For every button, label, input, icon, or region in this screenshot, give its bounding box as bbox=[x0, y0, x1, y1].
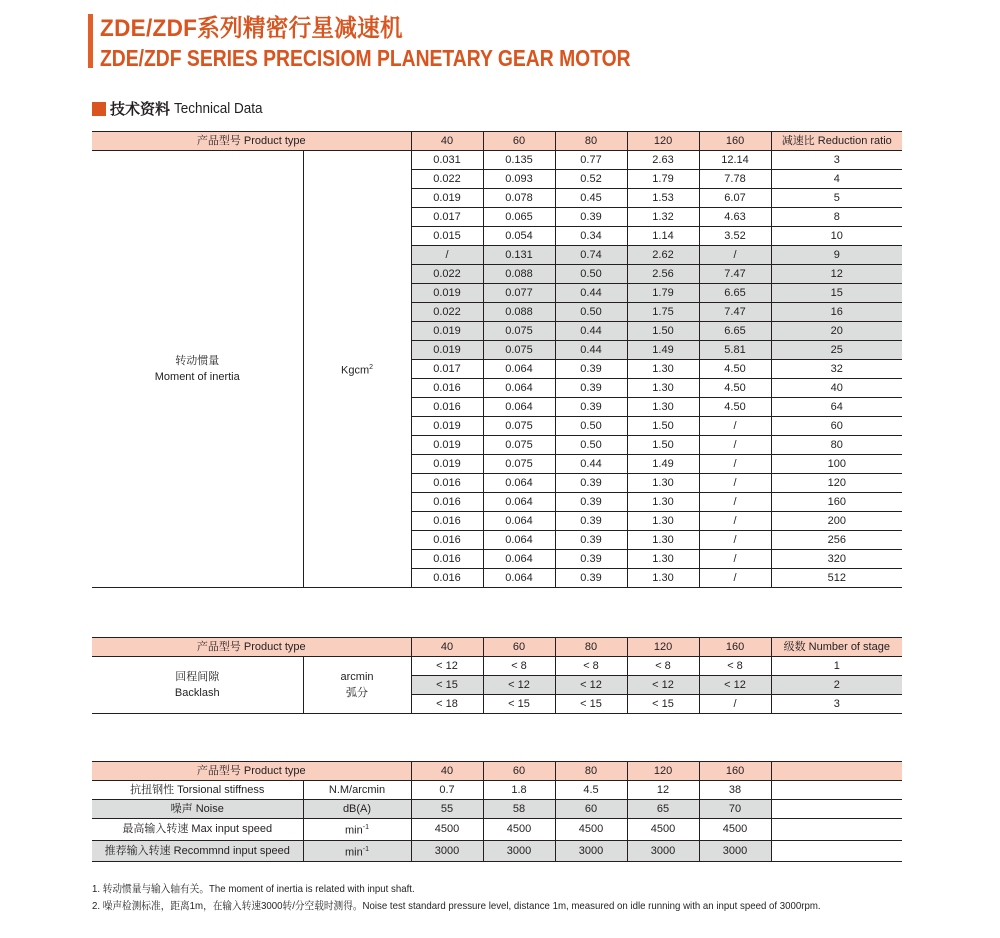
header-model-80: 80 bbox=[555, 132, 627, 151]
spec-value: 4.5 bbox=[555, 781, 627, 800]
header-model-160: 160 bbox=[699, 132, 771, 151]
inertia-value: 0.45 bbox=[555, 189, 627, 208]
header-model-120: 120 bbox=[627, 638, 699, 657]
inertia-value: / bbox=[699, 474, 771, 493]
inertia-value: 0.064 bbox=[483, 493, 555, 512]
title-accent-bar bbox=[88, 14, 93, 68]
header-model-40: 40 bbox=[411, 132, 483, 151]
inertia-value: 0.44 bbox=[555, 322, 627, 341]
header-product-type: 产品型号 Product type bbox=[92, 762, 411, 781]
inertia-value: 1.30 bbox=[627, 474, 699, 493]
backlash-value: < 8 bbox=[555, 657, 627, 676]
inertia-value: / bbox=[699, 417, 771, 436]
spec-row bbox=[92, 781, 902, 800]
spec-value: 3000 bbox=[483, 840, 555, 862]
spec-unit-cell bbox=[303, 819, 411, 841]
inertia-value: 0.075 bbox=[483, 341, 555, 360]
inertia-value: 0.39 bbox=[555, 531, 627, 550]
reduction-ratio-value: 3 bbox=[771, 151, 902, 170]
inertia-value: 0.017 bbox=[411, 360, 483, 379]
section-title-english: Technical Data bbox=[174, 100, 263, 117]
backlash-value: < 12 bbox=[699, 676, 771, 695]
inertia-value: 0.075 bbox=[483, 436, 555, 455]
spec-value: 3000 bbox=[699, 840, 771, 862]
header-product-type: 产品型号 Product type bbox=[92, 638, 411, 657]
reduction-ratio-value: 25 bbox=[771, 341, 902, 360]
inertia-value: 0.022 bbox=[411, 265, 483, 284]
inertia-value: 3.52 bbox=[699, 227, 771, 246]
inertia-value: 0.064 bbox=[483, 398, 555, 417]
spec-header-row bbox=[92, 762, 902, 781]
inertia-value: 0.064 bbox=[483, 512, 555, 531]
reduction-ratio-value: 160 bbox=[771, 493, 902, 512]
backlash-header-row bbox=[92, 638, 902, 657]
inertia-value: 1.32 bbox=[627, 208, 699, 227]
inertia-value: / bbox=[411, 246, 483, 265]
backlash-value: / bbox=[699, 695, 771, 714]
page-title-chinese: ZDE/ZDF系列精密行星减速机 bbox=[100, 15, 403, 42]
header-model-60: 60 bbox=[483, 132, 555, 151]
backlash-value: < 15 bbox=[483, 695, 555, 714]
header-model-40: 40 bbox=[411, 638, 483, 657]
inertia-unit-cell bbox=[303, 151, 411, 588]
inertia-value: 1.75 bbox=[627, 303, 699, 322]
spec-unit: min bbox=[345, 846, 363, 859]
inertia-value: 0.34 bbox=[555, 227, 627, 246]
spec-value: 65 bbox=[627, 800, 699, 819]
spec-value: 4500 bbox=[699, 819, 771, 841]
inertia-value: / bbox=[699, 436, 771, 455]
header-model-80: 80 bbox=[555, 762, 627, 781]
header-model-60: 60 bbox=[483, 638, 555, 657]
inertia-value: 0.44 bbox=[555, 455, 627, 474]
inertia-value: 0.44 bbox=[555, 284, 627, 303]
backlash-value: < 8 bbox=[627, 657, 699, 676]
inertia-row bbox=[92, 151, 902, 170]
inertia-value: 6.07 bbox=[699, 189, 771, 208]
backlash-value: < 15 bbox=[627, 695, 699, 714]
inertia-header-row bbox=[92, 132, 902, 151]
inertia-value: 0.064 bbox=[483, 379, 555, 398]
reduction-ratio-value: 40 bbox=[771, 379, 902, 398]
inertia-value: 0.065 bbox=[483, 208, 555, 227]
reduction-ratio-value: 200 bbox=[771, 512, 902, 531]
spec-value: 4500 bbox=[555, 819, 627, 841]
inertia-value: 0.016 bbox=[411, 531, 483, 550]
inertia-value: 0.39 bbox=[555, 208, 627, 227]
inertia-value: 0.077 bbox=[483, 284, 555, 303]
backlash-value: < 8 bbox=[699, 657, 771, 676]
stage-value: 2 bbox=[771, 676, 902, 695]
spec-value: 60 bbox=[555, 800, 627, 819]
inertia-label-zh: 转动惯量 bbox=[175, 355, 220, 367]
inertia-value: / bbox=[699, 550, 771, 569]
backlash-label-en: Backlash bbox=[174, 687, 220, 699]
inertia-value: 0.50 bbox=[555, 436, 627, 455]
inertia-value: 4.50 bbox=[699, 398, 771, 417]
spec-label: 噪声 Noise bbox=[92, 800, 303, 819]
reduction-ratio-value: 10 bbox=[771, 227, 902, 246]
inertia-value: 0.064 bbox=[483, 569, 555, 588]
footnote-1: 1. 转动惯量与输入轴有关。The moment of inertia is related with input shaft. bbox=[92, 883, 415, 895]
backlash-value: < 12 bbox=[555, 676, 627, 695]
inertia-value: 0.019 bbox=[411, 436, 483, 455]
footnote-2: 2. 噪声检测标准，距离1m，在输入转速3000转/分空载时测得。Noise test standard pressure level, distance 1m, measured on idle running with an input speed of 3000rpm. bbox=[92, 900, 821, 912]
inertia-value: 1.30 bbox=[627, 360, 699, 379]
spec-unit-superscript: -1 bbox=[362, 845, 369, 853]
spec-value: 3000 bbox=[555, 840, 627, 862]
reduction-ratio-value: 5 bbox=[771, 189, 902, 208]
spec-empty-cell bbox=[771, 781, 902, 800]
inertia-value: 0.131 bbox=[483, 246, 555, 265]
inertia-label-en: Moment of inertia bbox=[154, 371, 240, 383]
inertia-unit-superscript: 2 bbox=[369, 363, 374, 371]
inertia-value: / bbox=[699, 512, 771, 531]
spec-unit-superscript: -1 bbox=[362, 824, 369, 831]
inertia-value: 0.064 bbox=[483, 474, 555, 493]
inertia-value: / bbox=[699, 531, 771, 550]
inertia-value: 2.63 bbox=[627, 151, 699, 170]
spec-unit: N.M/arcmin bbox=[328, 784, 386, 796]
spec-unit-cell bbox=[303, 800, 411, 819]
spec-value: 4500 bbox=[483, 819, 555, 841]
inertia-value: 0.39 bbox=[555, 360, 627, 379]
inertia-unit: Kgcm bbox=[340, 364, 370, 377]
backlash-value: < 12 bbox=[411, 657, 483, 676]
inertia-value: 0.016 bbox=[411, 512, 483, 531]
inertia-value: 0.39 bbox=[555, 512, 627, 531]
inertia-value: 0.078 bbox=[483, 189, 555, 208]
spec-unit: min bbox=[345, 824, 363, 837]
inertia-value: 1.50 bbox=[627, 417, 699, 436]
inertia-value: 1.30 bbox=[627, 398, 699, 417]
inertia-value: 0.016 bbox=[411, 474, 483, 493]
inertia-value: 2.56 bbox=[627, 265, 699, 284]
inertia-value: 0.135 bbox=[483, 151, 555, 170]
header-product-type: 产品型号 Product type bbox=[92, 132, 411, 151]
inertia-value: / bbox=[699, 569, 771, 588]
inertia-value: 4.63 bbox=[699, 208, 771, 227]
spec-unit-cell bbox=[303, 840, 411, 862]
header-reduction-ratio: 减速比 Reduction ratio bbox=[771, 132, 902, 151]
spec-value: 55 bbox=[411, 800, 483, 819]
inertia-value: 0.064 bbox=[483, 360, 555, 379]
spec-label: 推荐输入转速 Recommnd input speed bbox=[92, 840, 303, 862]
backlash-value: < 18 bbox=[411, 695, 483, 714]
inertia-value: 1.30 bbox=[627, 379, 699, 398]
reduction-ratio-value: 15 bbox=[771, 284, 902, 303]
reduction-ratio-value: 320 bbox=[771, 550, 902, 569]
backlash-value: < 15 bbox=[555, 695, 627, 714]
inertia-value: 6.65 bbox=[699, 322, 771, 341]
reduction-ratio-value: 32 bbox=[771, 360, 902, 379]
inertia-value: 0.022 bbox=[411, 170, 483, 189]
inertia-value: 0.019 bbox=[411, 284, 483, 303]
inertia-value: 0.50 bbox=[555, 265, 627, 284]
header-number-of-stage: 级数 Number of stage bbox=[771, 638, 902, 657]
reduction-ratio-value: 120 bbox=[771, 474, 902, 493]
backlash-value: < 12 bbox=[627, 676, 699, 695]
inertia-value: 1.53 bbox=[627, 189, 699, 208]
section-title-chinese: 技术资料 bbox=[110, 101, 171, 118]
inertia-value: / bbox=[699, 455, 771, 474]
inertia-value: 0.088 bbox=[483, 303, 555, 322]
spec-table bbox=[92, 761, 902, 862]
inertia-value: 0.39 bbox=[555, 550, 627, 569]
reduction-ratio-value: 8 bbox=[771, 208, 902, 227]
spec-value: 58 bbox=[483, 800, 555, 819]
reduction-ratio-value: 16 bbox=[771, 303, 902, 322]
inertia-value: 7.47 bbox=[699, 303, 771, 322]
inertia-value: 1.30 bbox=[627, 512, 699, 531]
inertia-value: 0.52 bbox=[555, 170, 627, 189]
spec-value: 3000 bbox=[411, 840, 483, 862]
spec-empty-cell bbox=[771, 800, 902, 819]
spec-value: 0.7 bbox=[411, 781, 483, 800]
inertia-value: 0.39 bbox=[555, 569, 627, 588]
spec-unit: dB(A) bbox=[342, 803, 372, 815]
inertia-value: 0.39 bbox=[555, 398, 627, 417]
spec-value: 12 bbox=[627, 781, 699, 800]
header-model-120: 120 bbox=[627, 762, 699, 781]
backlash-label-zh: 回程间隙 bbox=[175, 671, 220, 683]
inertia-value: 0.019 bbox=[411, 189, 483, 208]
inertia-value: 1.79 bbox=[627, 170, 699, 189]
inertia-value: 0.075 bbox=[483, 417, 555, 436]
inertia-value: 1.14 bbox=[627, 227, 699, 246]
reduction-ratio-value: 9 bbox=[771, 246, 902, 265]
stage-value: 1 bbox=[771, 657, 902, 676]
inertia-value: 1.30 bbox=[627, 531, 699, 550]
header-empty bbox=[771, 762, 902, 781]
inertia-value: 0.019 bbox=[411, 455, 483, 474]
inertia-value: 1.79 bbox=[627, 284, 699, 303]
backlash-row bbox=[92, 657, 902, 676]
header-model-80: 80 bbox=[555, 638, 627, 657]
spec-row bbox=[92, 819, 902, 841]
inertia-value: 0.019 bbox=[411, 322, 483, 341]
spec-row bbox=[92, 840, 902, 862]
inertia-value: 0.50 bbox=[555, 303, 627, 322]
inertia-value: 0.088 bbox=[483, 265, 555, 284]
inertia-value: 0.39 bbox=[555, 493, 627, 512]
inertia-value: 0.016 bbox=[411, 493, 483, 512]
inertia-value: 0.019 bbox=[411, 341, 483, 360]
backlash-unit-en: arcmin bbox=[340, 671, 374, 683]
inertia-label-cell bbox=[92, 151, 303, 588]
inertia-value: 7.47 bbox=[699, 265, 771, 284]
backlash-table bbox=[92, 637, 902, 714]
inertia-value: 1.30 bbox=[627, 550, 699, 569]
inertia-value: 0.74 bbox=[555, 246, 627, 265]
backlash-value: < 12 bbox=[483, 676, 555, 695]
inertia-value: / bbox=[699, 493, 771, 512]
backlash-unit-cell bbox=[303, 657, 411, 714]
section-heading bbox=[92, 98, 272, 119]
inertia-value: 4.50 bbox=[699, 379, 771, 398]
spec-empty-cell bbox=[771, 840, 902, 862]
backlash-value: < 15 bbox=[411, 676, 483, 695]
spec-row bbox=[92, 800, 902, 819]
backlash-label-cell bbox=[92, 657, 303, 714]
inertia-value: 4.50 bbox=[699, 360, 771, 379]
inertia-value: 0.016 bbox=[411, 398, 483, 417]
inertia-value: 2.62 bbox=[627, 246, 699, 265]
inertia-value: 7.78 bbox=[699, 170, 771, 189]
inertia-value: 0.016 bbox=[411, 550, 483, 569]
inertia-value: 0.064 bbox=[483, 531, 555, 550]
header-model-120: 120 bbox=[627, 132, 699, 151]
spec-label: 最高输入转速 Max input speed bbox=[92, 819, 303, 841]
inertia-value: 0.075 bbox=[483, 455, 555, 474]
inertia-value: 0.016 bbox=[411, 569, 483, 588]
spec-unit-cell bbox=[303, 781, 411, 800]
inertia-value: 1.30 bbox=[627, 493, 699, 512]
reduction-ratio-value: 20 bbox=[771, 322, 902, 341]
header-model-160: 160 bbox=[699, 762, 771, 781]
inertia-value: 0.39 bbox=[555, 474, 627, 493]
inertia-value: 1.50 bbox=[627, 322, 699, 341]
reduction-ratio-value: 100 bbox=[771, 455, 902, 474]
spec-value: 1.8 bbox=[483, 781, 555, 800]
page-title-english: ZDE/ZDF SERIES PRECISIOM PLANETARY GEAR MOTOR bbox=[100, 45, 631, 71]
inertia-value: 0.054 bbox=[483, 227, 555, 246]
inertia-value: 0.50 bbox=[555, 417, 627, 436]
reduction-ratio-value: 4 bbox=[771, 170, 902, 189]
inertia-value: 0.39 bbox=[555, 379, 627, 398]
inertia-value: 5.81 bbox=[699, 341, 771, 360]
reduction-ratio-value: 64 bbox=[771, 398, 902, 417]
inertia-value: 0.019 bbox=[411, 417, 483, 436]
spec-value: 4500 bbox=[411, 819, 483, 841]
inertia-value: 12.14 bbox=[699, 151, 771, 170]
header-model-60: 60 bbox=[483, 762, 555, 781]
inertia-value: 1.49 bbox=[627, 341, 699, 360]
footnotes bbox=[92, 881, 821, 915]
spec-value: 70 bbox=[699, 800, 771, 819]
inertia-value: 0.031 bbox=[411, 151, 483, 170]
inertia-value: 1.50 bbox=[627, 436, 699, 455]
inertia-table bbox=[92, 131, 902, 588]
inertia-value: 0.015 bbox=[411, 227, 483, 246]
stage-value: 3 bbox=[771, 695, 902, 714]
inertia-value: / bbox=[699, 246, 771, 265]
reduction-ratio-value: 60 bbox=[771, 417, 902, 436]
spec-label: 抗扭钢性 Torsional stiffness bbox=[92, 781, 303, 800]
inertia-value: 1.49 bbox=[627, 455, 699, 474]
spec-value: 3000 bbox=[627, 840, 699, 862]
inertia-value: 6.65 bbox=[699, 284, 771, 303]
inertia-value: 0.44 bbox=[555, 341, 627, 360]
spec-value: 38 bbox=[699, 781, 771, 800]
reduction-ratio-value: 256 bbox=[771, 531, 902, 550]
backlash-unit-zh: 弧分 bbox=[346, 687, 368, 699]
header-model-160: 160 bbox=[699, 638, 771, 657]
reduction-ratio-value: 12 bbox=[771, 265, 902, 284]
backlash-value: < 8 bbox=[483, 657, 555, 676]
header-model-40: 40 bbox=[411, 762, 483, 781]
inertia-value: 0.064 bbox=[483, 550, 555, 569]
section-square-icon bbox=[92, 102, 106, 116]
reduction-ratio-value: 80 bbox=[771, 436, 902, 455]
spec-empty-cell bbox=[771, 819, 902, 841]
inertia-value: 0.77 bbox=[555, 151, 627, 170]
inertia-value: 0.075 bbox=[483, 322, 555, 341]
spec-value: 4500 bbox=[627, 819, 699, 841]
inertia-value: 0.093 bbox=[483, 170, 555, 189]
inertia-value: 0.016 bbox=[411, 379, 483, 398]
inertia-value: 0.022 bbox=[411, 303, 483, 322]
reduction-ratio-value: 512 bbox=[771, 569, 902, 588]
inertia-value: 1.30 bbox=[627, 569, 699, 588]
inertia-value: 0.017 bbox=[411, 208, 483, 227]
